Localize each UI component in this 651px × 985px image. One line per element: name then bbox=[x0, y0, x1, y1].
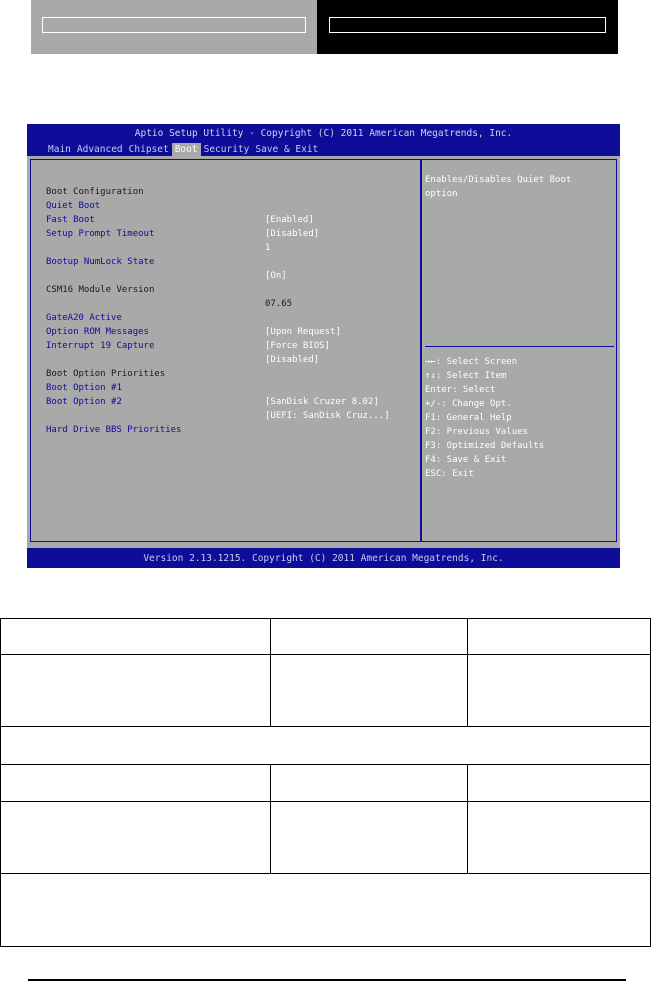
setting-label: Boot Option #1 bbox=[46, 383, 122, 393]
section-heading-boot-option-priorities: Boot Option Priorities bbox=[46, 369, 166, 379]
setting-row-hdd-bbs-priorities[interactable] bbox=[46, 409, 182, 435]
page-footer-rule bbox=[28, 979, 626, 981]
key-hint: ↑↓: Select Item bbox=[425, 371, 507, 381]
bios-screen bbox=[27, 124, 620, 568]
key-hint: ESC: Exit bbox=[425, 469, 474, 479]
setting-value[interactable]: [UEFI: SanDisk Cruz...] bbox=[265, 411, 390, 421]
table-column-divider bbox=[467, 618, 468, 726]
key-legend bbox=[425, 355, 544, 481]
table-column-divider bbox=[467, 764, 468, 873]
bios-footer-bar bbox=[27, 548, 620, 568]
setting-label: GateA20 Active bbox=[46, 313, 122, 323]
setting-label[interactable]: Hard Drive BBS Priorities bbox=[46, 425, 182, 435]
setting-value: 07.65 bbox=[265, 299, 293, 309]
setting-label: Quiet Boot bbox=[46, 201, 101, 211]
table-row-divider bbox=[0, 764, 651, 765]
setting-label: Boot Option #2 bbox=[46, 397, 122, 407]
setting-row-bootup-numlock[interactable] bbox=[46, 241, 287, 281]
setting-label: CSM16 Module Version bbox=[46, 285, 155, 295]
setting-value[interactable]: [Enabled] bbox=[265, 215, 314, 225]
setting-value[interactable]: [Disabled] bbox=[265, 355, 320, 365]
key-hint: F1: General Help bbox=[425, 413, 512, 423]
setting-value[interactable]: [Disabled] bbox=[265, 229, 320, 239]
header-left-outline bbox=[42, 17, 306, 33]
setting-label: Bootup NumLock State bbox=[46, 257, 155, 267]
setting-row bbox=[46, 171, 144, 197]
table-column-divider bbox=[270, 618, 271, 726]
help-panel bbox=[421, 159, 617, 542]
bios-title-text: Aptio Setup Utility - Copyright (C) 2011 American Megatrends, Inc. bbox=[134, 128, 513, 139]
setting-value[interactable]: [Upon Request] bbox=[265, 327, 341, 337]
tab-security[interactable]: Security bbox=[203, 144, 250, 155]
setting-value[interactable]: [On] bbox=[265, 271, 287, 281]
table-column-divider bbox=[270, 764, 271, 873]
tab-advanced[interactable]: Advanced bbox=[76, 144, 123, 155]
key-hint: +/-: Change Opt. bbox=[425, 399, 512, 409]
table-row-divider bbox=[0, 801, 651, 802]
tab-save-exit[interactable]: Save & Exit bbox=[255, 144, 319, 155]
option-table bbox=[0, 618, 651, 947]
key-hint: Enter: Select bbox=[425, 385, 496, 395]
tab-chipset[interactable]: Chipset bbox=[128, 144, 169, 155]
setting-row bbox=[46, 353, 166, 379]
setting-value[interactable]: [Force BIOS] bbox=[265, 341, 331, 351]
table-row-divider bbox=[0, 726, 651, 727]
header-left-panel bbox=[31, 0, 317, 54]
setting-row-csm16-version bbox=[46, 269, 293, 309]
setting-label: Option ROM Messages bbox=[46, 327, 149, 337]
bios-tab-bar bbox=[45, 143, 321, 156]
bios-footer-text: Version 2.13.1215. Copyright (C) 2011 American Megatrends, Inc. bbox=[143, 553, 504, 564]
tab-main[interactable]: Main bbox=[48, 144, 71, 155]
help-description: Enables/Disables Quiet Boot option bbox=[425, 175, 572, 199]
key-hint: F3: Optimized Defaults bbox=[425, 441, 545, 451]
key-hint: →←: Select Screen bbox=[425, 357, 518, 367]
key-hint: F2: Previous Values bbox=[425, 427, 528, 437]
header-right-outline bbox=[329, 17, 606, 33]
table-row-divider bbox=[0, 654, 651, 655]
table-row-divider bbox=[0, 873, 651, 874]
key-hint: F4: Save & Exit bbox=[425, 455, 507, 465]
setting-value[interactable]: [SanDisk Cruzer 8.02] bbox=[265, 397, 379, 407]
setting-value[interactable]: 1 bbox=[265, 243, 271, 253]
header-right-panel bbox=[317, 0, 618, 54]
tab-boot[interactable]: Boot bbox=[172, 143, 201, 156]
help-divider bbox=[425, 346, 614, 347]
setting-label: Setup Prompt Timeout bbox=[46, 229, 155, 239]
setting-label: Interrupt 19 Capture bbox=[46, 341, 155, 351]
setting-label: Fast Boot bbox=[46, 215, 95, 225]
section-heading-boot-configuration: Boot Configuration bbox=[46, 187, 144, 197]
